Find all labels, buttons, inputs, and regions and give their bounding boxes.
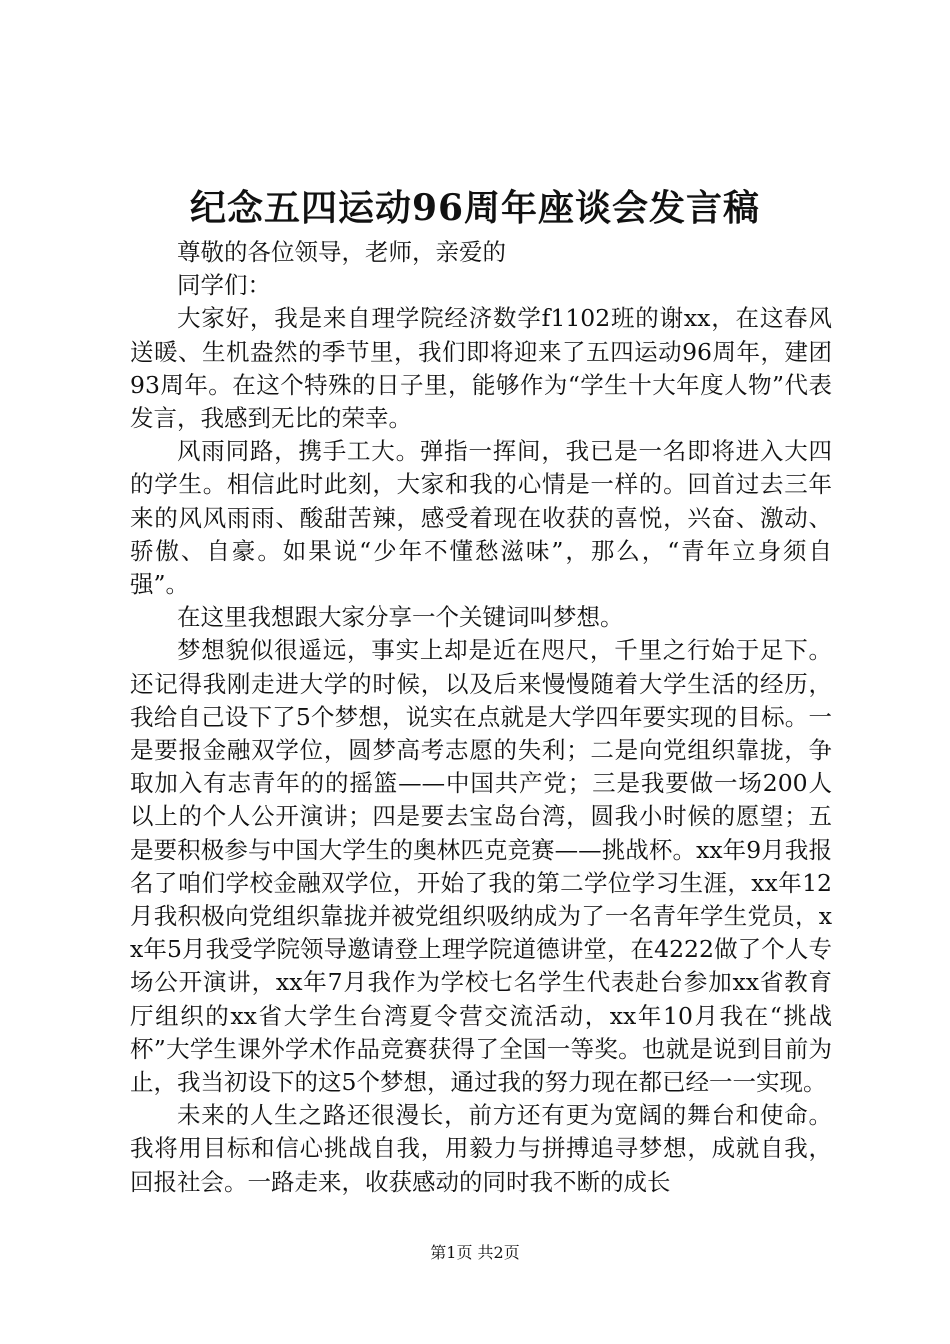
paragraph-reflection: 风雨同路，携手工大。弹指一挥间，我已是一名即将进入大四的学生。相信此时此刻，大家和我的心情是一样的。回首过去三年来的风风雨雨、酸甜苦辣，感受着现在收获的喜悦，兴奋、激动、骄傲、自豪。如果说“少年不懂愁滋味”，那么，“青年立身须自强”。 [130, 437, 832, 599]
paragraph-future: 未来的人生之路还很漫长，前方还有更为宽阔的舞台和使命。我将用目标和信心挑战自我，用毅力与拼搏追寻梦想，成就自我，回报社会。一路走来，收获感动的同时我不断的成长 [130, 1101, 832, 1196]
document-body [130, 236, 832, 1199]
salutation-line-1: 尊敬的各位领导，老师，亲爱的 [177, 238, 506, 266]
paragraph-intro: 大家好，我是来自理学院经济数学f1102班的谢xx，在这春风送暖、生机盎然的季节里，我们即将迎来了五四运动96周年，建团93周年。在这个特殊的日子里，能够作为“学生十大年度人物”代表发言，我感到无比的荣幸。 [130, 304, 832, 433]
page-number-footer: 第1页 共2页 [430, 1243, 520, 1262]
salutation-line-2: 同学们： [177, 271, 271, 300]
paragraph-dreams: 梦想貌似很遥远，事实上却是近在咫尺，千里之行始于足下。还记得我刚走进大学的时候，以及后来慢慢随着大学生活的经历，我给自己设下了5个梦想，说实在点就是大学四年要实现的目标。一是要报金融双学位，圆梦高考志愿的失利；二是向党组织靠拢，争取加入有志青年的的摇篮——中国共产党；三是我要做一场200人以上的个人公开演讲；四是要去宝岛台湾，圆我小时候的愿望；五是要积极参与中国大学生的奥林匹克竞赛——挑战杯。xx年9月我报名了咱们学校金融双学位，开始了我的第二学位学习生涯，xx年12月我积极向党组织靠拢并被党组织吸纳成为了一名青年学生党员，xx年5月我受学院领导邀请登上理学院道德讲堂，在4222做了个人专场公开演讲，xx年7月我作为学校七名学生代表赴台参加xx省教育厅组织的xx省大学生台湾夏令营交流活动，xx年10月我在“挑战杯”大学生课外学术作品竞赛获得了全国一等奖。也就是说到目前为止，我当初设下的这5个梦想，通过我的努力现在都已经一一实现。 [130, 636, 832, 1097]
paragraph-keyword: 在这里我想跟大家分享一个关键词叫梦想。 [177, 603, 624, 632]
document-title: 纪念五四运动96周年座谈会发言稿 [189, 187, 761, 229]
